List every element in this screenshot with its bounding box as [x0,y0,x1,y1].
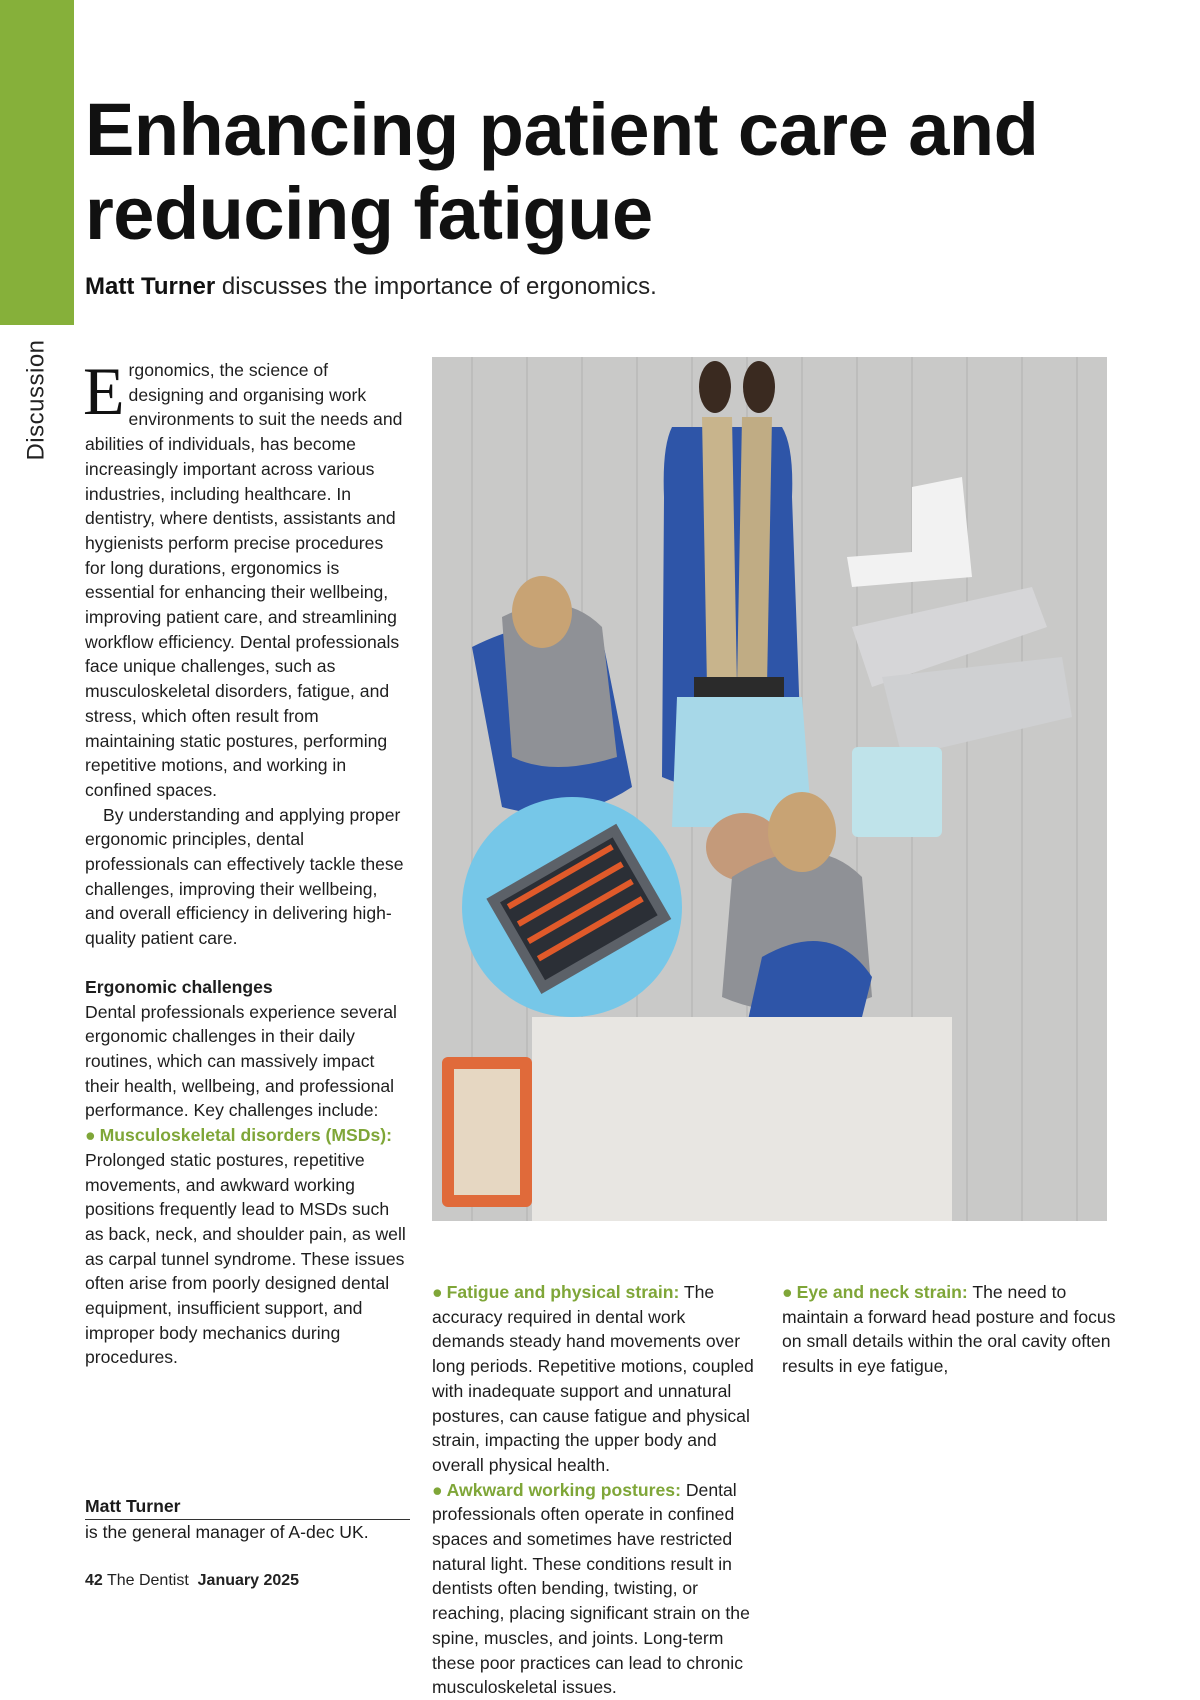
intro-paragraph-2: By understanding and applying proper ergonomic principles, dental professionals can effectively tackle these challenges, improving their wellbeing, and overall efficiency in delivering high-quality patient care. [85,804,404,949]
article-photo [432,357,1107,1221]
bio-name: Matt Turner [85,1494,410,1520]
deck-text: discusses the importance of ergonomics. [215,273,657,300]
dental-surgery-photo [432,357,1107,1221]
drop-cap: E [83,353,125,429]
bullet-term: Musculoskeletal disorders (MSDs): [99,1125,392,1146]
bullet-text: Prolonged static postures, repetitive movements, and awkward working positions frequently lead to MSDs such as back, neck, and shoulder pain, as well as carpal tunnel syndrome. These issues often arise from poorly designed dental equipment, insufficient support, and improper body mechanics during procedures. [85,1149,406,1368]
article-column-2 [432,1280,762,1700]
bullet-text: The accuracy required in dental work demands steady hand movements over long periods. Repetitive motions, coupled with inadequate support and unnatural postures, can cause fatigue and physical strain, impacting the upper body and overall physical health. [432,1282,754,1475]
intro-paragraph [83,353,408,803]
subhead: Ergonomic challenges [85,976,273,997]
publication-name: The Dentist [106,1572,189,1589]
bullet-msds [85,1123,408,1370]
bullet-text: The need to maintain a forward head posture and focus on small details within the oral cavity often results in eye fatigue, [782,1282,1116,1377]
bullet-text: Dental professionals often operate in confined spaces and sometimes have restricted natural light. These conditions result in dentists often bending, twisting, or reaching, placing significant strain on the spine, muscles, and joints. Long-term these poor practices can lead to chronic musculoskeletal issues. [432,1479,750,1698]
bullet-icon: ● [432,1282,443,1302]
bullet-icon: ● [782,1282,793,1302]
bullet-postures [432,1478,762,1700]
deck-author: Matt Turner [85,273,216,300]
bullet-icon: ● [85,1125,96,1146]
bullet-term: Fatigue and physical strain: [446,1282,680,1302]
author-bio [85,1494,410,1544]
bullet-term: Eye and neck strain: [796,1282,968,1302]
article-deck [85,273,657,301]
section-color-tab [0,0,74,325]
section-label [0,340,74,460]
article-column-1 [83,353,408,1370]
bullet-eye-neck [782,1280,1117,1379]
page-footer [85,1572,299,1590]
intro-text: rgonomics, the science of designing and organising work environments to suit the needs and abilities of individuals, has become increasingly important across various industries, including healthcare. In dentistry, where dentists, assistants and hygienists perform precise procedures for long durations, ergonomics is essential for enhancing their wellbeing, improving patient care, and streamlining workflow efficiency. Dental professionals face unique challenges, such as musculoskeletal disorders, fatigue, and stress, which often result from maintaining static postures, performing repetitive motions, and working in confined spaces. [85,360,403,800]
bio-text: is the general manager of A-dec UK. [85,1522,369,1542]
section-label-text: Discussion [23,339,51,461]
issue-date: January 2025 [197,1572,300,1589]
article-column-3 [782,1280,1117,1379]
bullet-fatigue [432,1280,762,1478]
challenges-intro: Dental professionals experience several ergonomic challenges in their daily routines, which can massively impact their health, wellbeing, and professional performance. Key challenges include: [85,1001,397,1121]
article-title: Enhancing patient care and reducing fatigue [85,88,1039,255]
page-number: 42 [85,1572,103,1589]
bullet-term: Awkward working postures: [446,1479,681,1500]
bullet-icon: ● [432,1479,443,1500]
